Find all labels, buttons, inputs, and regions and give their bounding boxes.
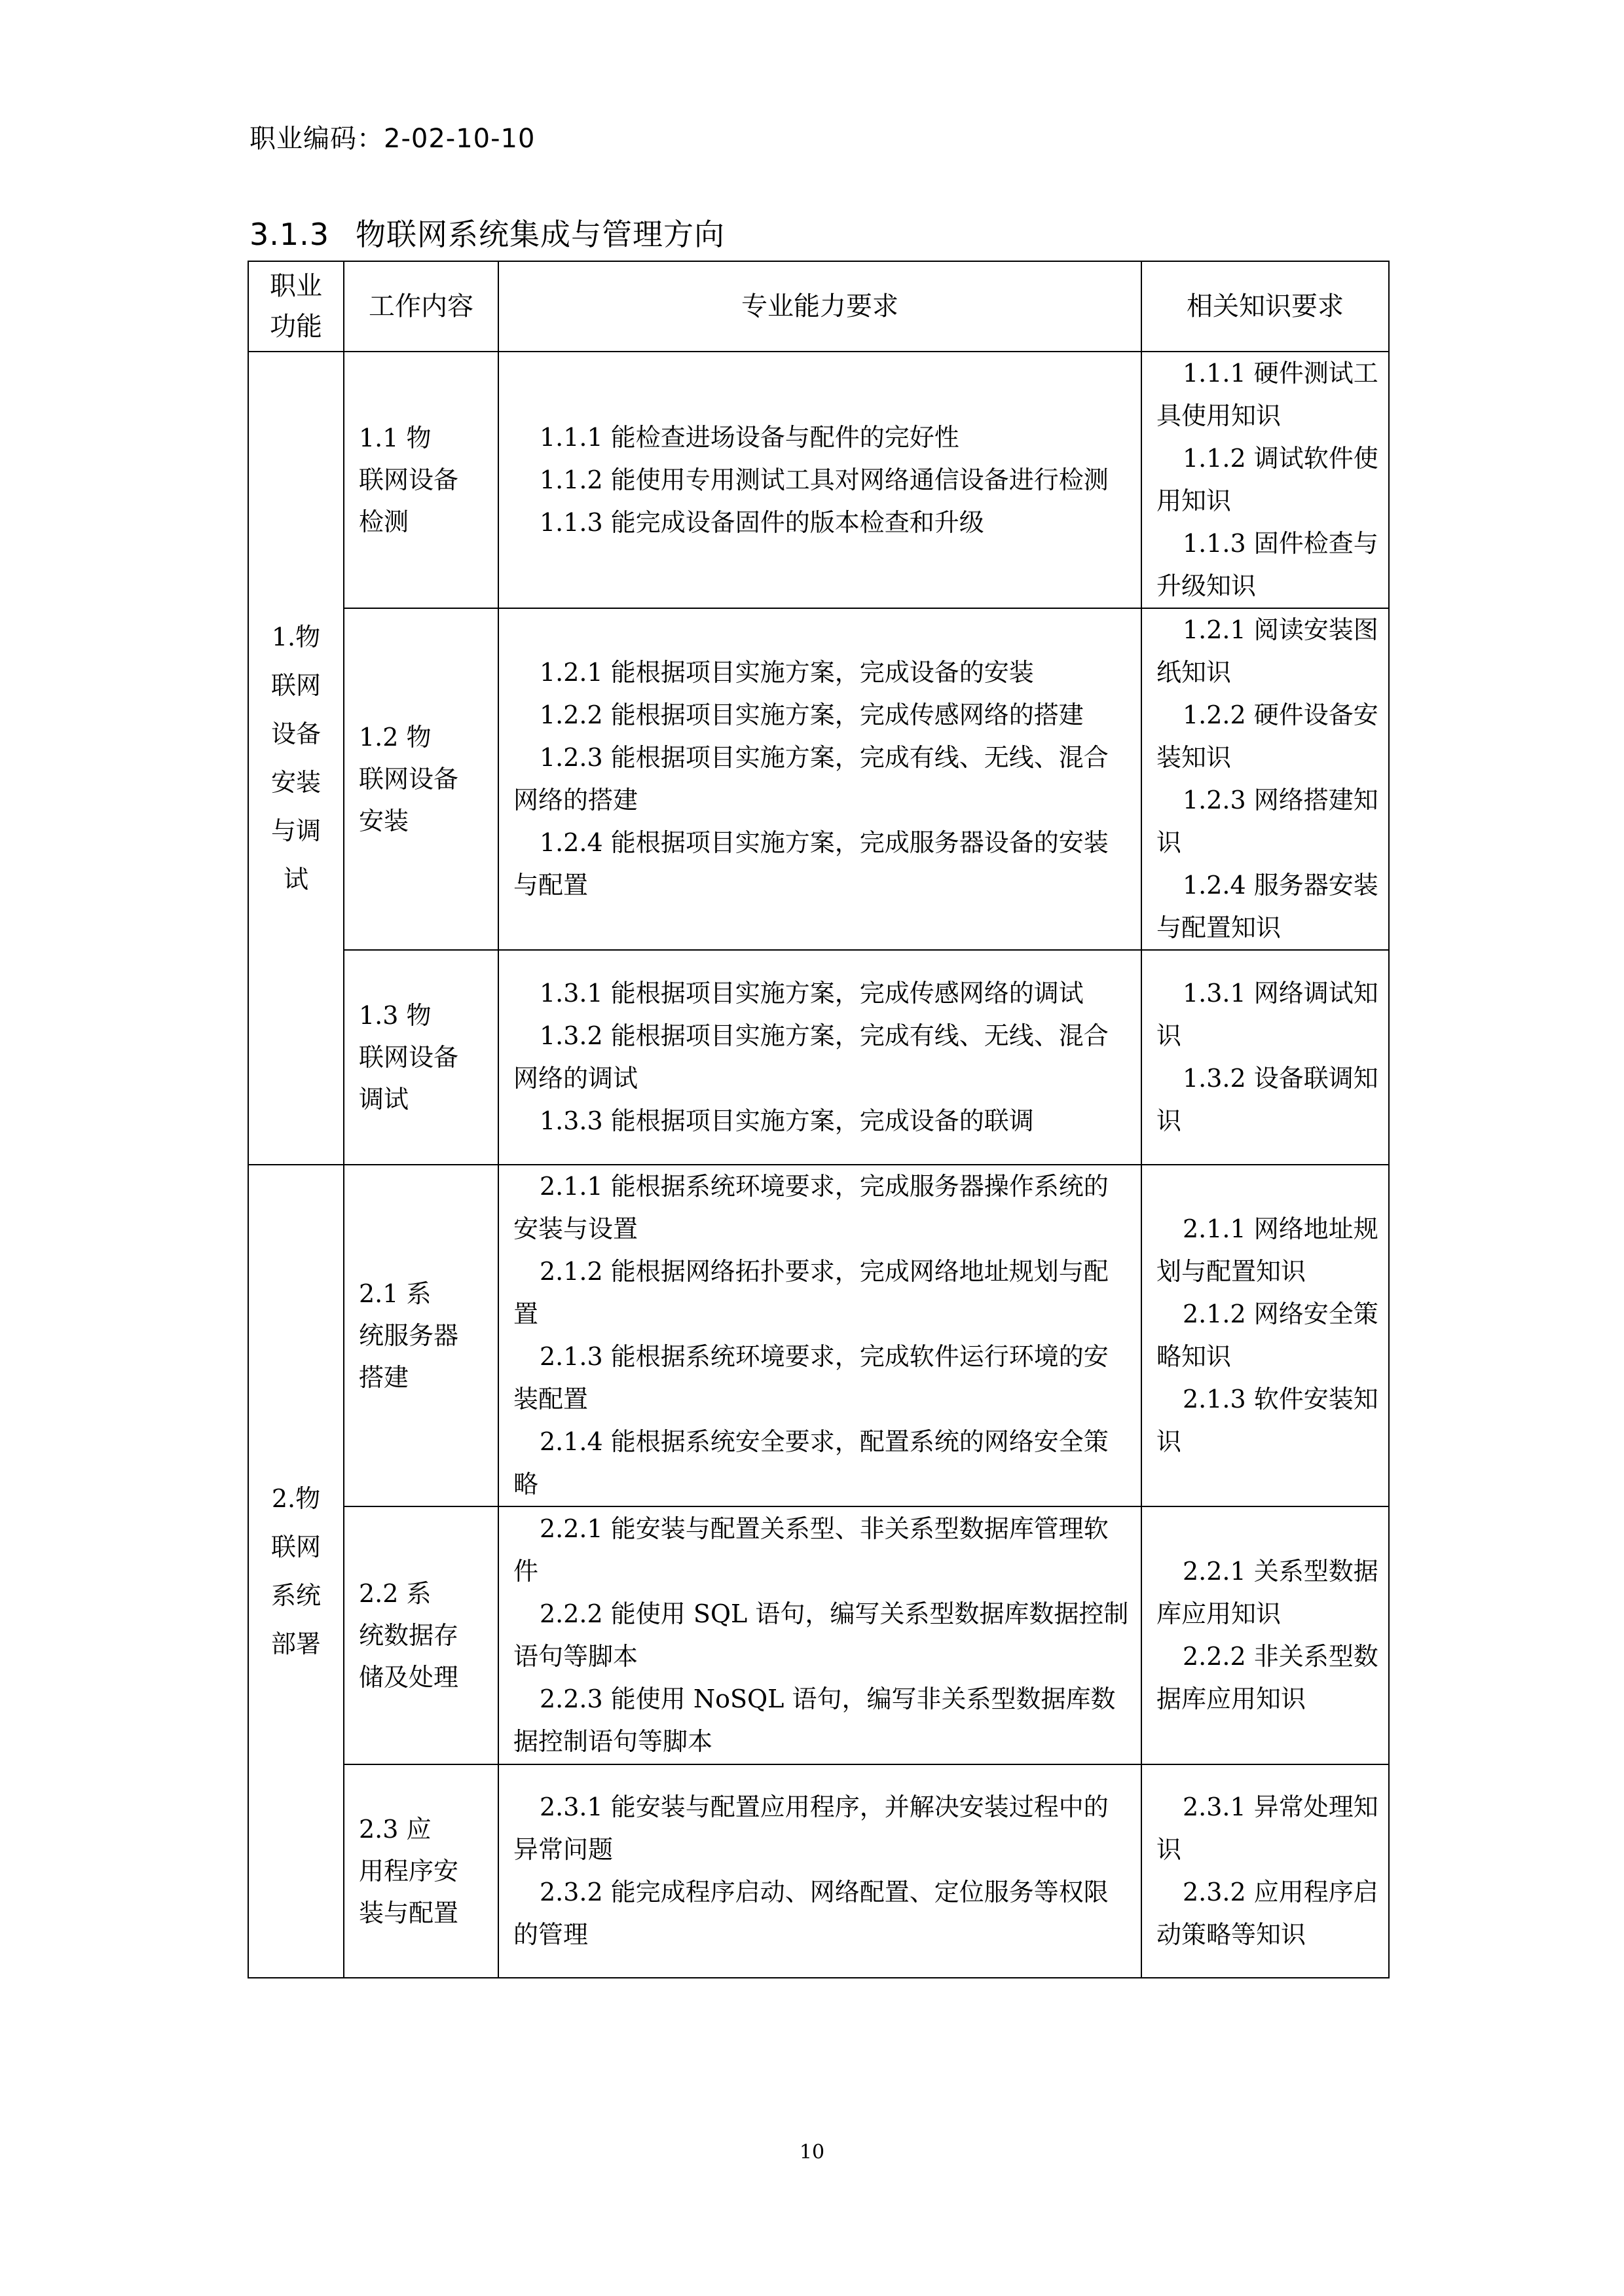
table-row bbox=[248, 1764, 1389, 1978]
ability-item: 2.1.3 能根据系统环境要求，完成软件运行环境的安装配置 bbox=[513, 1342, 1109, 1413]
table-row bbox=[248, 352, 1389, 608]
ability-item: 1.1.3 能完成设备固件的版本检查和升级 bbox=[540, 507, 984, 537]
ability-item: 2.3.2 能完成程序启动、网络配置、定位服务等权限的管理 bbox=[513, 1878, 1109, 1949]
ability-cell bbox=[498, 352, 1141, 608]
knowledge-item: 1.1.3 固件检查与升级知识 bbox=[1156, 529, 1378, 600]
knowledge-item: 1.1.1 硬件测试工具使用知识 bbox=[1156, 359, 1378, 430]
ability-item: 1.1.1 能检查进场设备与配件的完好性 bbox=[540, 422, 959, 452]
knowledge-item: 2.2.1 关系型数据库应用知识 bbox=[1156, 1557, 1378, 1628]
header-content: 工作内容 bbox=[344, 261, 498, 352]
knowledge-item: 1.2.1 阅读安装图纸知识 bbox=[1156, 615, 1378, 687]
ability-item: 2.2.3 能使用 NoSQL 语句，编写非关系型数据库数据控制语句等脚本 bbox=[513, 1685, 1116, 1756]
knowledge-cell bbox=[1141, 608, 1389, 950]
ability-cell bbox=[498, 1764, 1141, 1978]
knowledge-item: 1.3.2 设备联调知识 bbox=[1156, 1064, 1378, 1135]
knowledge-cell bbox=[1141, 352, 1389, 608]
work-content-cell: 2.1 系 统服务器 搭建 bbox=[344, 1165, 498, 1506]
ability-cell bbox=[498, 608, 1141, 950]
work-content-cell: 1.3 物 联网设备 调试 bbox=[344, 950, 498, 1165]
knowledge-item: 2.1.2 网络安全策略知识 bbox=[1156, 1300, 1378, 1371]
ability-cell bbox=[498, 950, 1141, 1165]
work-content-cell: 2.2 系 统数据存 储及处理 bbox=[344, 1506, 498, 1764]
knowledge-cell bbox=[1141, 1764, 1389, 1978]
table-row bbox=[248, 608, 1389, 950]
header-function: 职业 功能 bbox=[248, 261, 344, 352]
ability-item: 1.2.2 能根据项目实施方案，完成传感网络的搭建 bbox=[540, 701, 1084, 729]
knowledge-item: 1.3.1 网络调试知识 bbox=[1156, 979, 1378, 1050]
function-cell-2: 2.物 联网 系统 部署 bbox=[248, 1165, 344, 1978]
knowledge-item: 2.1.1 网络地址规划与配置知识 bbox=[1156, 1214, 1378, 1286]
header-knowledge: 相关知识要求 bbox=[1141, 261, 1389, 352]
knowledge-item: 1.2.2 硬件设备安装知识 bbox=[1156, 701, 1378, 772]
knowledge-item: 2.3.2 应用程序启动策略等知识 bbox=[1156, 1878, 1378, 1949]
section-number: 3.1.3 bbox=[249, 217, 330, 252]
table-row bbox=[248, 1506, 1389, 1764]
competency-table bbox=[248, 261, 1390, 1978]
header-ability: 专业能力要求 bbox=[498, 261, 1141, 352]
ability-item: 1.1.2 能使用专用测试工具对网络通信设备进行检测 bbox=[540, 465, 1109, 494]
work-content-cell: 1.1 物 联网设备 检测 bbox=[344, 352, 498, 608]
work-content-cell: 1.2 物 联网设备 安装 bbox=[344, 608, 498, 950]
ability-item: 1.3.1 能根据项目实施方案，完成传感网络的调试 bbox=[540, 979, 1084, 1008]
function-cell-1: 1.物 联网 设备 安装 与调 试 bbox=[248, 352, 344, 1165]
ability-item: 1.2.1 能根据项目实施方案，完成设备的安装 bbox=[540, 658, 1034, 687]
ability-item: 2.3.1 能安装与配置应用程序，并解决安装过程中的异常问题 bbox=[513, 1793, 1109, 1864]
ability-item: 1.3.2 能根据项目实施方案，完成有线、无线、混合网络的调试 bbox=[513, 1021, 1109, 1093]
knowledge-item: 1.1.2 调试软件使用知识 bbox=[1156, 444, 1378, 515]
knowledge-cell bbox=[1141, 950, 1389, 1165]
occupation-code: 职业编码：2-02-10-10 bbox=[249, 124, 536, 154]
table-row bbox=[248, 950, 1389, 1165]
ability-cell bbox=[498, 1506, 1141, 1764]
knowledge-cell bbox=[1141, 1506, 1389, 1764]
page-number: 10 bbox=[799, 2141, 825, 2164]
ability-item: 1.3.3 能根据项目实施方案，完成设备的联调 bbox=[540, 1106, 1034, 1135]
ability-item: 1.2.3 能根据项目实施方案，完成有线、无线、混合网络的搭建 bbox=[513, 743, 1109, 814]
section-heading bbox=[249, 211, 725, 254]
section-title: 物联网系统集成与管理方向 bbox=[356, 217, 726, 252]
ability-item: 2.2.2 能使用 SQL 语句，编写关系型数据库数据控制语句等脚本 bbox=[513, 1599, 1129, 1671]
knowledge-cell bbox=[1141, 1165, 1389, 1506]
ability-item: 2.2.1 能安装与配置关系型、非关系型数据库管理软件 bbox=[513, 1514, 1109, 1586]
work-content-cell: 2.3 应 用程序安 装与配置 bbox=[344, 1764, 498, 1978]
knowledge-item: 1.2.4 服务器安装与配置知识 bbox=[1156, 871, 1378, 942]
knowledge-item: 2.3.1 异常处理知识 bbox=[1156, 1793, 1378, 1864]
table-header-row bbox=[248, 261, 1389, 352]
ability-cell bbox=[498, 1165, 1141, 1506]
ability-item: 2.1.4 能根据系统安全要求，配置系统的网络安全策略 bbox=[513, 1427, 1109, 1499]
ability-item: 1.2.4 能根据项目实施方案，完成服务器设备的安装与配置 bbox=[513, 828, 1109, 900]
table-row bbox=[248, 1165, 1389, 1506]
ability-item: 2.1.1 能根据系统环境要求，完成服务器操作系统的安装与设置 bbox=[513, 1172, 1109, 1243]
knowledge-item: 2.2.2 非关系型数据库应用知识 bbox=[1156, 1642, 1378, 1713]
ability-item: 2.1.2 能根据网络拓扑要求，完成网络地址规划与配置 bbox=[513, 1257, 1109, 1328]
knowledge-item: 2.1.3 软件安装知识 bbox=[1156, 1385, 1378, 1456]
knowledge-item: 1.2.3 网络搭建知识 bbox=[1156, 786, 1378, 857]
